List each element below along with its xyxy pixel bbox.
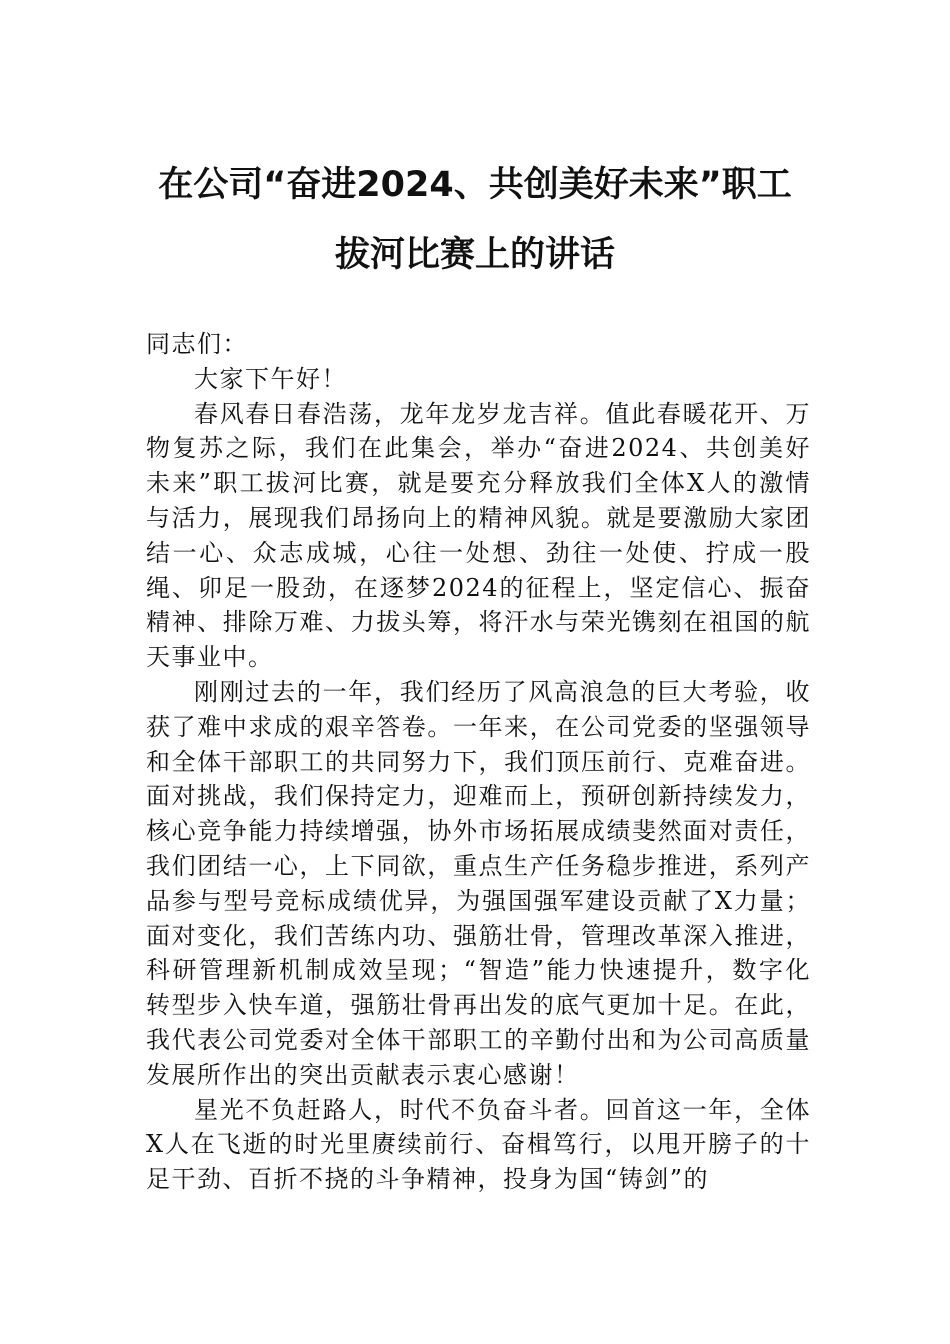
document-title xyxy=(110,150,840,290)
paragraph: 春风春日春浩荡，龙年龙岁龙吉祥。值此春暖花开、万物复苏之际，我们在此集会，举办“奋进2024、共创美好未来”职工拔河比赛，就是要充分释放我们全体X人的激情与活力，展现我们昂扬向上的精神风貌。就是要激励大家团结一心、众志成城，心往一处想、劲往一处使、拧成一股绳、卯足一股劲，在逐梦2024的征程上，坚定信心、振奋精神、排除万难、力拔头筹，将汗水与荣光镌刻在祖国的航天事业中。 xyxy=(146,399,811,672)
salutation: 同志们： xyxy=(146,330,248,358)
paragraph-greeting: 大家下午好！ xyxy=(194,364,347,393)
title-line-1: 在公司“奋进2024、共创美好未来”职工 xyxy=(158,165,792,205)
document-body xyxy=(146,327,811,1197)
title-line-2: 拔河比赛上的讲话 xyxy=(334,235,615,275)
paragraph: 星光不负赶路人，时代不负奋斗者。回首这一年，全体X人在飞逝的时光里赓续前行、奋楫笃行，以甩开膀子的十足干劲、百折不挠的斗争精神，投身为国“铸剑”的 xyxy=(146,1095,811,1194)
paragraph: 刚刚过去的一年，我们经历了风高浪急的巨大考验，收获了难中求成的艰辛答卷。一年来，在公司党委的坚强领导和全体干部职工的共同努力下，我们顶压前行、克难奋进。面对挑战，我们保持定力，迎难而上，预研创新持续发力，核心竞争能力持续增强，协外市场拓展成绩斐然面对责任，我们团结一心，上下同欲，重点生产任务稳步推进，系列产品参与型号竞标成绩优异，为强国强军建设贡献了X力量；面对变化，我们苦练内功、强筋壮骨，管理改革深入推进，科研管理新机制成效呈现；“智造”能力快速提升，数字化转型步入快车道，强筋壮骨再出发的底气更加十足。在此，我代表公司党委对全体干部职工的辛勤付出和为公司高质量发展所作出的突出贡献表示衷心感谢！ xyxy=(146,677,811,1089)
